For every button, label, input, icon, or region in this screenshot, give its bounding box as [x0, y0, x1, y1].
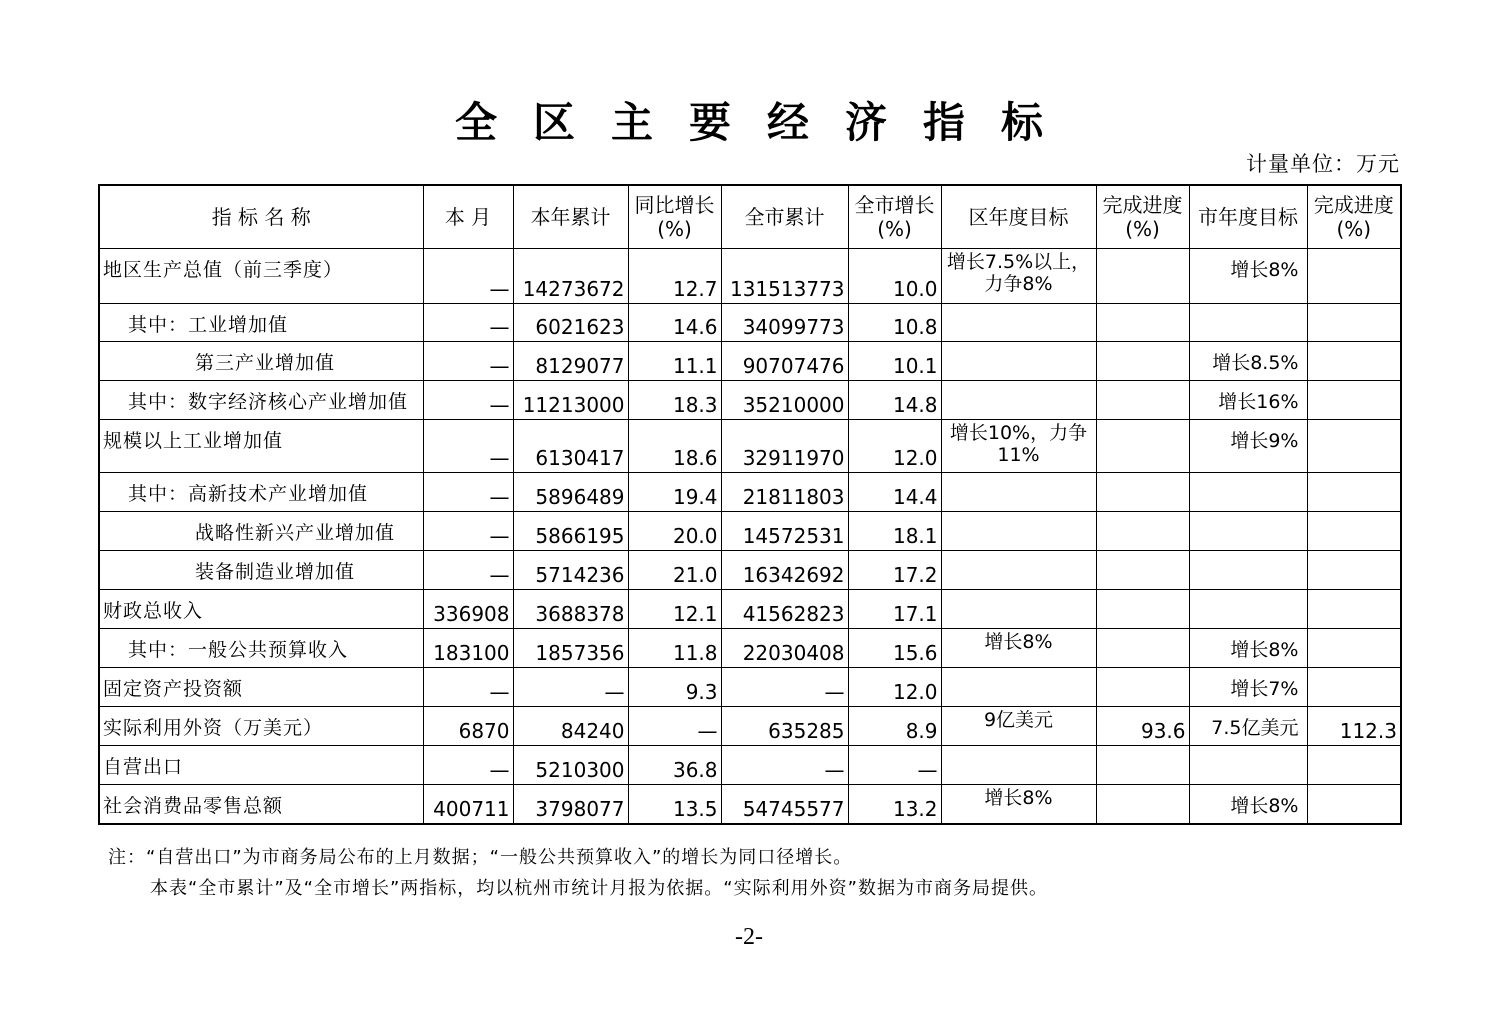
- cell-progress-district: [1096, 668, 1189, 707]
- cell-name: 自营出口: [99, 746, 423, 785]
- cell-month: 400711: [423, 785, 513, 824]
- cell-yoy: 12.7: [628, 249, 721, 304]
- cell-district-target: [941, 512, 1096, 551]
- cell-district-target: 9亿美元: [941, 707, 1096, 746]
- header-progress-city: 完成进度 (%): [1307, 185, 1401, 249]
- cell-city-target: 7.5亿美元: [1189, 707, 1307, 746]
- unit-label: 计量单位：万元: [1246, 152, 1400, 176]
- cell-progress-district: [1096, 512, 1189, 551]
- cell-progress-city: [1307, 512, 1401, 551]
- cell-ytd: 3688378: [513, 590, 628, 629]
- cell-month: —: [423, 473, 513, 512]
- cell-progress-district: [1096, 342, 1189, 381]
- cell-district-target: [941, 381, 1096, 420]
- cell-progress-city: [1307, 381, 1401, 420]
- cell-name: 规模以上工业增加值: [99, 420, 423, 473]
- header-name: 指 标 名 称: [99, 185, 423, 249]
- cell-name: 地区生产总值（前三季度）: [99, 249, 423, 304]
- table-row: [99, 381, 1401, 420]
- cell-city-growth: 10.8: [848, 304, 941, 342]
- cell-month: —: [423, 420, 513, 473]
- cell-progress-city: [1307, 420, 1401, 473]
- cell-city-target: [1189, 473, 1307, 512]
- cell-progress-district: [1096, 473, 1189, 512]
- cell-ytd: 3798077: [513, 785, 628, 824]
- table-row: [99, 342, 1401, 381]
- cell-city-target: 增长8%: [1189, 785, 1307, 824]
- cell-name: 固定资产投资额: [99, 668, 423, 707]
- cell-ytd: 1857356: [513, 629, 628, 668]
- cell-yoy: 21.0: [628, 551, 721, 590]
- page-title: 全区主要经济指标: [454, 98, 1079, 147]
- table-row: [99, 473, 1401, 512]
- cell-yoy: 20.0: [628, 512, 721, 551]
- cell-district-target: [941, 551, 1096, 590]
- cell-city-ytd: 131513773: [721, 249, 848, 304]
- cell-city-ytd: 32911970: [721, 420, 848, 473]
- cell-city-growth: 8.9: [848, 707, 941, 746]
- cell-month: —: [423, 746, 513, 785]
- table-row: [99, 668, 1401, 707]
- header-district-target: 区年度目标: [941, 185, 1096, 249]
- cell-ytd: 11213000: [513, 381, 628, 420]
- cell-yoy: 18.6: [628, 420, 721, 473]
- table-row: [99, 304, 1401, 342]
- cell-month: —: [423, 304, 513, 342]
- cell-progress-district: [1096, 304, 1189, 342]
- cell-city-ytd: 22030408: [721, 629, 848, 668]
- header-city-ytd: 全市累计: [721, 185, 848, 249]
- table-header-row: [99, 185, 1401, 249]
- cell-progress-district: [1096, 746, 1189, 785]
- cell-city-growth: 18.1: [848, 512, 941, 551]
- cell-city-ytd: 14572531: [721, 512, 848, 551]
- cell-progress-district: [1096, 629, 1189, 668]
- table-row: [99, 746, 1401, 785]
- cell-city-ytd: 35210000: [721, 381, 848, 420]
- header-yoy: 同比增长 (%): [628, 185, 721, 249]
- cell-month: 336908: [423, 590, 513, 629]
- cell-city-target: [1189, 512, 1307, 551]
- cell-city-target: 增长16%: [1189, 381, 1307, 420]
- cell-city-ytd: 41562823: [721, 590, 848, 629]
- cell-name: 社会消费品零售总额: [99, 785, 423, 824]
- table-body: [99, 249, 1401, 824]
- cell-progress-city: [1307, 342, 1401, 381]
- cell-yoy: —: [628, 707, 721, 746]
- cell-ytd: 84240: [513, 707, 628, 746]
- cell-city-growth: 13.2: [848, 785, 941, 824]
- cell-progress-city: [1307, 551, 1401, 590]
- cell-city-growth: —: [848, 746, 941, 785]
- cell-progress-district: [1096, 381, 1189, 420]
- cell-city-target: [1189, 304, 1307, 342]
- cell-yoy: 12.1: [628, 590, 721, 629]
- cell-city-ytd: 34099773: [721, 304, 848, 342]
- cell-district-target: 增长7.5%以上，力争8%: [941, 249, 1096, 304]
- cell-progress-district: [1096, 590, 1189, 629]
- table-row: [99, 512, 1401, 551]
- cell-ytd: 5210300: [513, 746, 628, 785]
- cell-ytd: 6130417: [513, 420, 628, 473]
- cell-progress-district: [1096, 785, 1189, 824]
- header-ytd: 本年累计: [513, 185, 628, 249]
- header-city-target: 市年度目标: [1189, 185, 1307, 249]
- cell-progress-district: [1096, 420, 1189, 473]
- cell-name: 第三产业增加值: [99, 342, 423, 381]
- cell-city-target: 增长9%: [1189, 420, 1307, 473]
- cell-yoy: 13.5: [628, 785, 721, 824]
- cell-yoy: 19.4: [628, 473, 721, 512]
- cell-ytd: 8129077: [513, 342, 628, 381]
- table-row: [99, 785, 1401, 824]
- cell-city-target: [1189, 551, 1307, 590]
- indicators-table: [98, 184, 1402, 825]
- cell-city-target: [1189, 590, 1307, 629]
- cell-city-target: 增长8.5%: [1189, 342, 1307, 381]
- cell-yoy: 9.3: [628, 668, 721, 707]
- cell-city-growth: 10.0: [848, 249, 941, 304]
- cell-progress-district: 93.6: [1096, 707, 1189, 746]
- cell-ytd: 14273672: [513, 249, 628, 304]
- cell-name: 其中：数字经济核心产业增加值: [99, 381, 423, 420]
- cell-city-growth: 17.1: [848, 590, 941, 629]
- cell-progress-district: [1096, 551, 1189, 590]
- cell-name: 装备制造业增加值: [99, 551, 423, 590]
- table-row: [99, 420, 1401, 473]
- cell-progress-district: [1096, 249, 1189, 304]
- cell-district-target: [941, 668, 1096, 707]
- cell-district-target: [941, 342, 1096, 381]
- cell-city-growth: 14.4: [848, 473, 941, 512]
- cell-ytd: 5896489: [513, 473, 628, 512]
- cell-progress-city: [1307, 249, 1401, 304]
- cell-city-ytd: 54745577: [721, 785, 848, 824]
- cell-name: 财政总收入: [99, 590, 423, 629]
- table-row: [99, 590, 1401, 629]
- cell-progress-city: [1307, 746, 1401, 785]
- cell-yoy: 14.6: [628, 304, 721, 342]
- cell-district-target: [941, 590, 1096, 629]
- table-row: [99, 629, 1401, 668]
- cell-city-ytd: 90707476: [721, 342, 848, 381]
- cell-name: 其中：高新技术产业增加值: [99, 473, 423, 512]
- cell-city-target: 增长8%: [1189, 629, 1307, 668]
- cell-month: —: [423, 551, 513, 590]
- cell-month: 183100: [423, 629, 513, 668]
- cell-city-growth: 12.0: [848, 668, 941, 707]
- cell-progress-city: 112.3: [1307, 707, 1401, 746]
- cell-progress-city: [1307, 668, 1401, 707]
- cell-district-target: [941, 746, 1096, 785]
- footnote-1: 注：“自营出口”为市商务局公布的上月数据；“一般公共预算收入”的增长为同口径增长。: [108, 847, 853, 868]
- cell-district-target: 增长10%，力争11%: [941, 420, 1096, 473]
- footnote-2: 本表“全市累计”及“全市增长”两指标，均以杭州市统计月报为依据。“实际利用外资”数据为市商务局提供。: [150, 878, 1048, 899]
- cell-name: 其中：一般公共预算收入: [99, 629, 423, 668]
- header-progress-district: 完成进度 (%): [1096, 185, 1189, 249]
- cell-month: —: [423, 512, 513, 551]
- cell-yoy: 11.1: [628, 342, 721, 381]
- cell-progress-city: [1307, 473, 1401, 512]
- cell-city-target: 增长8%: [1189, 249, 1307, 304]
- header-month: 本 月: [423, 185, 513, 249]
- cell-city-target: [1189, 746, 1307, 785]
- cell-city-ytd: 16342692: [721, 551, 848, 590]
- cell-ytd: 5866195: [513, 512, 628, 551]
- cell-progress-city: [1307, 629, 1401, 668]
- cell-progress-city: [1307, 590, 1401, 629]
- cell-name: 战略性新兴产业增加值: [99, 512, 423, 551]
- cell-district-target: [941, 473, 1096, 512]
- cell-yoy: 18.3: [628, 381, 721, 420]
- cell-ytd: 6021623: [513, 304, 628, 342]
- cell-month: 6870: [423, 707, 513, 746]
- cell-city-growth: 14.8: [848, 381, 941, 420]
- cell-yoy: 36.8: [628, 746, 721, 785]
- cell-city-growth: 15.6: [848, 629, 941, 668]
- cell-district-target: 增长8%: [941, 785, 1096, 824]
- table-row: [99, 551, 1401, 590]
- cell-city-ytd: —: [721, 668, 848, 707]
- cell-city-ytd: 21811803: [721, 473, 848, 512]
- cell-month: —: [423, 342, 513, 381]
- cell-city-ytd: —: [721, 746, 848, 785]
- cell-district-target: 增长8%: [941, 629, 1096, 668]
- cell-name: 实际利用外资（万美元）: [99, 707, 423, 746]
- cell-name: 其中：工业增加值: [99, 304, 423, 342]
- cell-progress-city: [1307, 785, 1401, 824]
- cell-city-ytd: 635285: [721, 707, 848, 746]
- cell-yoy: 11.8: [628, 629, 721, 668]
- cell-city-growth: 10.1: [848, 342, 941, 381]
- header-city-growth: 全市增长 (%): [848, 185, 941, 249]
- cell-ytd: 5714236: [513, 551, 628, 590]
- cell-ytd: —: [513, 668, 628, 707]
- table-row: [99, 249, 1401, 304]
- cell-city-target: 增长7%: [1189, 668, 1307, 707]
- cell-month: —: [423, 381, 513, 420]
- page-number: -2-: [735, 924, 763, 950]
- cell-month: —: [423, 668, 513, 707]
- cell-city-growth: 12.0: [848, 420, 941, 473]
- cell-district-target: [941, 304, 1096, 342]
- cell-progress-city: [1307, 304, 1401, 342]
- cell-month: —: [423, 249, 513, 304]
- cell-city-growth: 17.2: [848, 551, 941, 590]
- table-row: [99, 707, 1401, 746]
